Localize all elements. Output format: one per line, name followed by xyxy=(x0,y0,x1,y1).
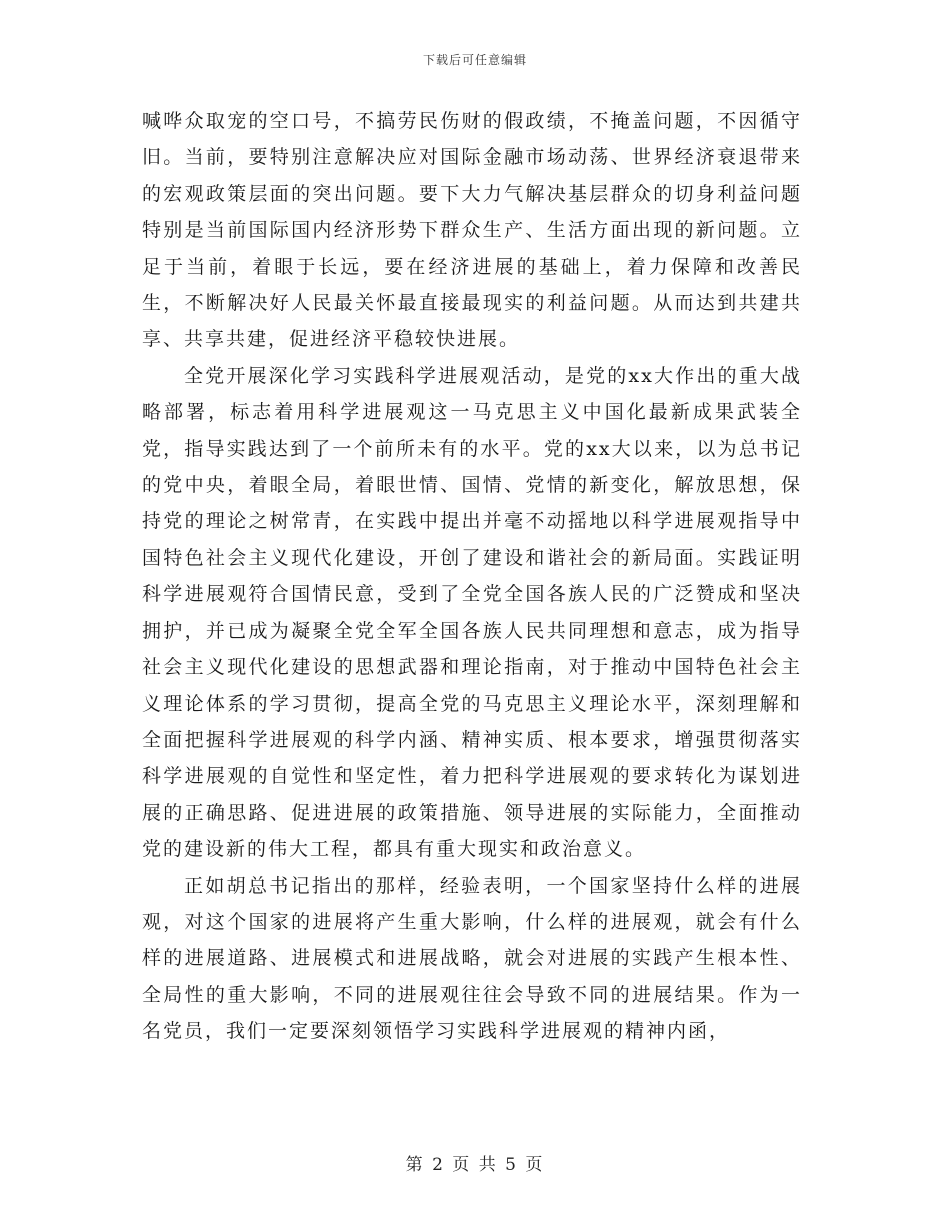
page-number: 第 2 页 共 5 页 xyxy=(405,1155,545,1175)
document-body xyxy=(142,103,802,1050)
page-header-note: 下载后可任意编辑 xyxy=(422,53,527,67)
paragraph-development-view: 正如胡总书记指出的那样，经验表明，一个国家坚持什么样的进展观，对这个国家的进展将产生重大影响，什么样的进展观，就会有什么样的进展道路、进展模式和进展战略，就会对进展的实践产生根本性、全局性的重大影响，不同的进展观往往会导致不同的进展结果。作为一名党员，我们一定要深刻领悟学习实践科学进展观的精神内函， xyxy=(142,874,802,1043)
paragraph-continued: 喊哗众取宠的空口号，不搞劳民伤财的假政绩，不掩盖问题，不因循守旧。当前，要特别注意解决应对国际金融市场动荡、世界经济衰退带来的宏观政策层面的突出问题。要下大力气解决基层群众的切身利益问题特别是当前国际国内经济形势下群众生产、生活方面出现的新问题。立足于当前，着眼于长远，要在经济进展的基础上，着力保障和改善民生，不断解决好人民最关怀最直接最现实的利益问题。从而达到共建共享、共享共建，促进经济平稳较快进展。 xyxy=(142,110,802,351)
paragraph-scientific-development: 全党开展深化学习实践科学进展观活动，是党的xx大作出的重大战略部署，标志着用科学进展观这一马克思主义中国化最新成果武装全党，指导实践达到了一个前所未有的水平。党的xx大以来，以为总书记的党中央，着眼全局，着眼世情、国情、党情的新变化，解放思想，保持党的理论之树常青，在实践中提出并毫不动摇地以科学进展观指导中国特色社会主义现代化建设，开创了建设和谐社会的新局面。实践证明科学进展观符合国情民意，受到了全党全国各族人民的广泛赞成和坚决拥护，并已成为凝聚全党全军全国各族人民共同理想和意志，成为指导社会主义现代化建设的思想武器和理论指南，对于推动中国特色社会主义理论体系的学习贯彻，提高全党的马克思主义理论水平，深刻理解和全面把握科学进展观的科学内涵、精神实质、根本要求，增强贯彻落实科学进展观的自觉性和坚定性，着力把科学进展观的要求转化为谋划进展的正确思路、促进进展的政策措施、领导进展的实际能力，全面推动党的建设新的伟大工程，都具有重大现实和政治意义。 xyxy=(142,364,802,861)
